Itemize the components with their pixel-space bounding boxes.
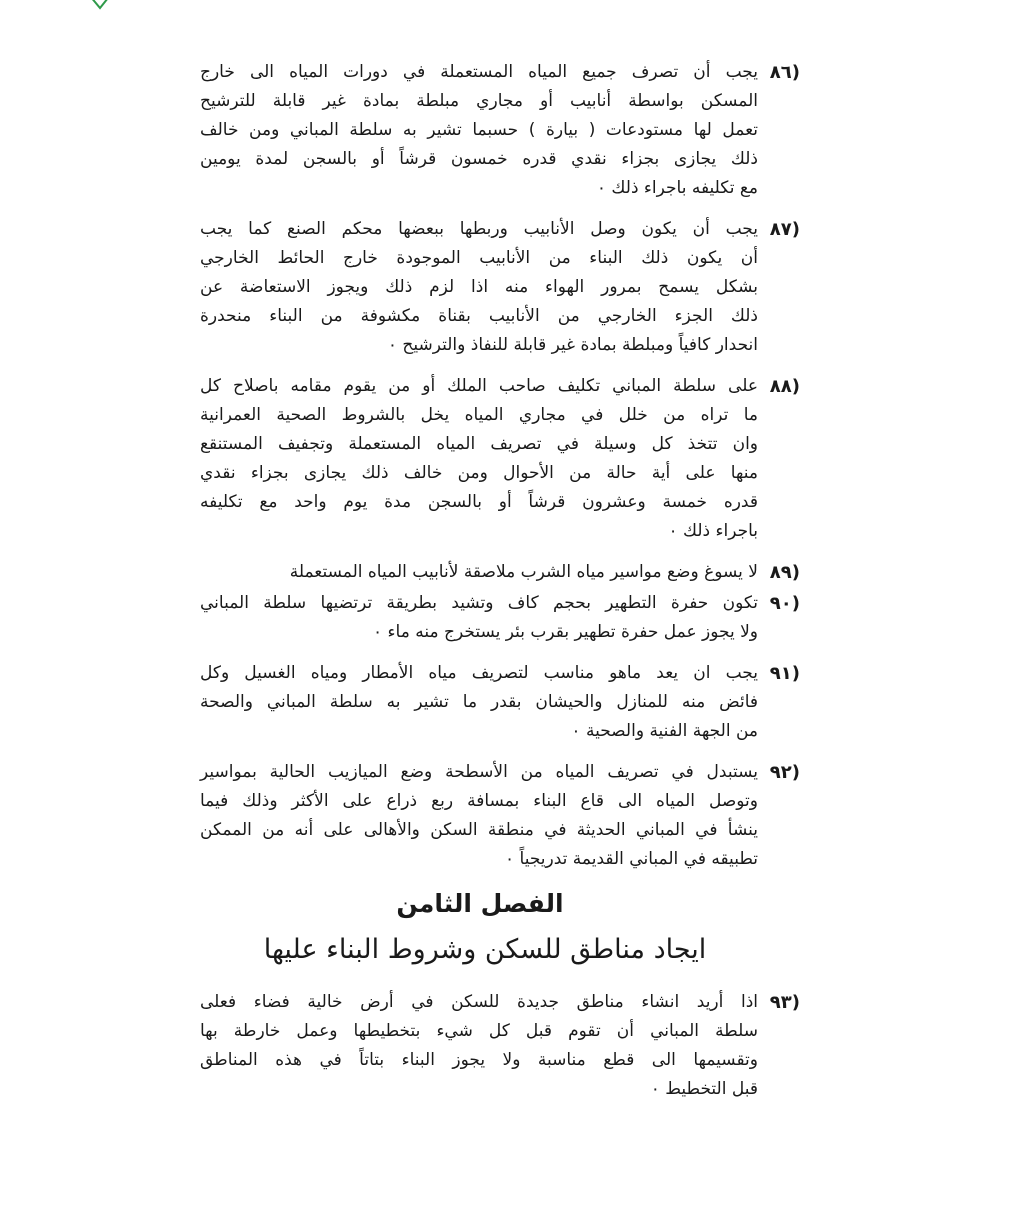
article-line: أن يكون ذلك البناء من الأنابيب الموجودة خارج الحائط الخارجي — [200, 248, 758, 268]
article-line: بشكل يسمح بمرور الهواء منه اذا لزم ذلك ويجوز الاستعاضة عن — [200, 277, 758, 297]
article-line: باجراء ذلك ٠ — [668, 521, 758, 541]
article-body — [200, 372, 758, 546]
article-number: (٨٧ — [769, 219, 800, 240]
corner-mark-icon — [88, 0, 110, 16]
article — [200, 215, 800, 360]
article-body — [200, 589, 758, 647]
article-line: تعمل لها مستودعات ( بيارة ) حسبما تشير به سلطة المباني ومن خالف — [200, 120, 758, 140]
article-body — [200, 988, 758, 1104]
article-line: تطبيقه في المباني القديمة تدريجياً ٠ — [504, 849, 758, 869]
articles-group-c — [200, 988, 800, 1104]
article-line: قدره خمسة وعشرون قرشاً أو بالسجن مدة يوم واحد مع تكليفه — [200, 492, 758, 512]
article-line: لا يسوغ وضع مواسير مياه الشرب ملاصقة لأنابيب المياه المستعملة — [289, 562, 758, 582]
article-number: (٨٨ — [769, 376, 800, 397]
article-line: منها على أية حالة من الأحوال ومن خالف ذلك يجازى بجزاء نقدي — [200, 463, 758, 483]
article-line: وتوصل المياه الى قاع البناء بمسافة ربع ذراع على الأكثر وذلك فيما — [200, 791, 758, 811]
article-number: (٩٣ — [769, 992, 800, 1013]
article-line: يجب أن تصرف جميع المياه المستعملة في دورات المياه الى خارج — [200, 62, 758, 82]
article-body — [200, 215, 758, 360]
article-line: على سلطة المباني تكليف صاحب الملك أو من يقوم مقامه باصلاح كل — [200, 376, 758, 396]
articles-group-a — [200, 58, 800, 546]
article-line: مع تكليفه باجراء ذلك ٠ — [596, 178, 758, 198]
article-line: فائض منه للمنازل والحيشان بقدر ما تشير به سلطة المباني والصحة — [200, 692, 758, 712]
article-line: يجب ان يعد ماهو مناسب لتصريف مياه الأمطار ومياه الغسيل وكل — [200, 663, 758, 683]
article-line: وان تتخذ كل وسيلة في تصريف المياه المستعملة وتجفيف المستنقع — [200, 434, 758, 454]
article — [200, 558, 800, 587]
article-line: من الجهة الفنية والصحية ٠ — [571, 721, 758, 741]
article-body — [200, 558, 758, 587]
chapter-title: الفصل الثامن — [396, 889, 564, 918]
article-line: يستبدل في تصريف المياه من الأسطحة وضع الميازيب الحالية بمواسير — [200, 762, 758, 782]
article-body — [200, 758, 758, 874]
article — [200, 988, 800, 1104]
article-line: ذلك يجازى بجزاء نقدي قدره خمسون قرشاً أو بالسجن لمدة يومين — [200, 149, 758, 169]
article-line: يجب أن يكون وصل الأنابيب وربطها ببعضها محكم الصنع كما يجب — [200, 219, 758, 239]
article-line: انحدار كافياً ومبلطة بمادة غير قابلة للنفاذ والترشيح ٠ — [387, 335, 758, 355]
chapter-subtitle: ايجاد مناطق للسكن وشروط البناء عليها — [263, 934, 707, 965]
document-page — [200, 58, 800, 1116]
article-line: ما تراه من خلل في مجاري المياه يخل بالشروط الصحية العمرانية — [200, 405, 758, 425]
article-number: (٨٦ — [769, 62, 800, 83]
article-line: قبل التخطيط ٠ — [650, 1079, 758, 1099]
article-body — [200, 659, 758, 746]
article-number: (٩٠ — [769, 593, 800, 614]
article — [200, 659, 800, 746]
article-line: سلطة المباني أن تقوم قبل كل شيء بتخطيطها وعمل خارطة بها — [200, 1021, 758, 1041]
article-body — [200, 58, 758, 203]
article — [200, 372, 800, 546]
article — [200, 58, 800, 203]
articles-group-b — [200, 558, 800, 874]
article-line: ذلك الجزء الخارجي من الأنابيب بقناة مكشوفة من البناء منحدرة — [200, 306, 758, 326]
article-line: ولا يجوز عمل حفرة تطهير بقرب بئر يستخرج منه ماء ٠ — [373, 622, 758, 642]
article-line: وتقسيمها الى قطع مناسبة ولا يجوز البناء بتاتاً في هذه المناطق — [200, 1050, 758, 1070]
article-number: (٩٢ — [769, 762, 800, 783]
article-line: المسكن بواسطة أنابيب أو مجاري مبلطة بمادة غير قابلة للترشيح — [200, 91, 758, 111]
article-line: اذا أريد انشاء مناطق جديدة للسكن في أرض خالية فضاء فعلى — [200, 992, 758, 1012]
article-number: (٨٩ — [769, 562, 800, 583]
article — [200, 758, 800, 874]
article-line: تكون حفرة التطهير بحجم كاف وتشيد بطريقة ترتضيها سلطة المباني — [200, 593, 758, 613]
article — [200, 589, 800, 647]
article-number: (٩١ — [769, 663, 800, 684]
article-line: ينشأ في المباني الحديثة في منطقة السكن والأهالى على أنه من الممكن — [200, 820, 758, 840]
